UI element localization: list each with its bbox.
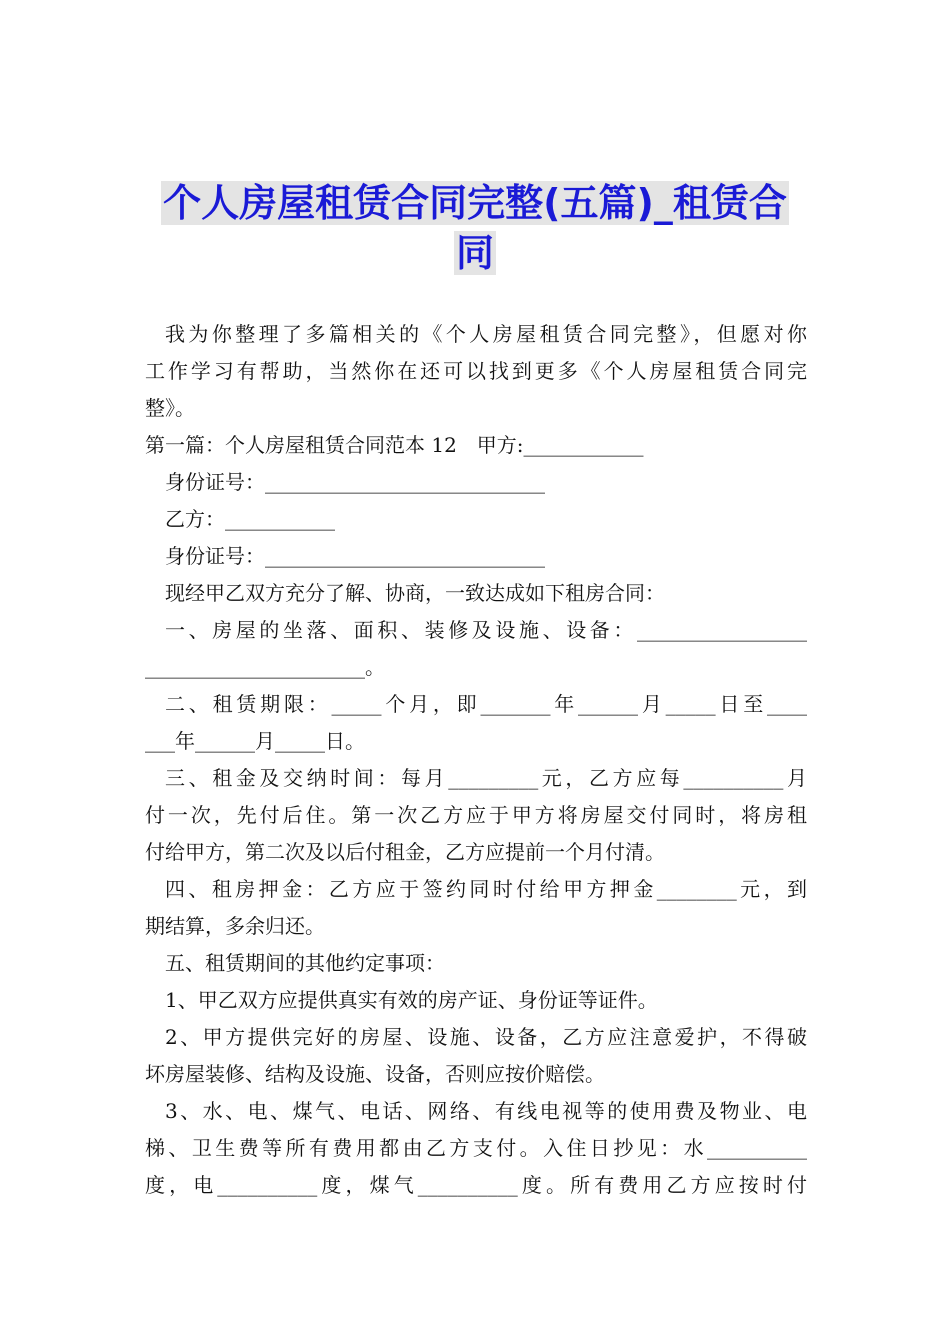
body-line: 现经甲乙双方充分了解、协商，一致达成如下租房合同：: [165, 581, 665, 605]
body-line: 付给甲方，第二次及以后付租金，乙方应提前一个月付清。: [145, 840, 665, 864]
body-line: 五、租赁期间的其他约定事项：: [165, 951, 445, 975]
body-line: ______________________。: [145, 655, 385, 679]
body-line: 度，电__________度，煤气__________度。所有费用乙方应按时付: [145, 1173, 807, 1197]
body-line: 四、租房押金：乙方应于签约同时付给甲方押金________元，到: [165, 877, 807, 901]
body-line: 工作学习有帮助，当然你在还可以找到更多《个人房屋租赁合同完: [145, 359, 807, 383]
document-body: [145, 316, 807, 1204]
body-line: 1、甲乙双方应提供真实有效的房产证、身份证等证件。: [165, 988, 658, 1012]
body-line: 二、租赁期限：_____个月，即_______年______月_____日至____: [165, 692, 807, 716]
body-line: 付一次，先付后住。第一次乙方应于甲方将房屋交付同时，将房租: [145, 803, 807, 827]
document-title: [0, 178, 950, 278]
body-line: 我为你整理了多篇相关的《个人房屋租赁合同完整》，但愿对你: [165, 322, 807, 346]
body-line: 第一篇：个人房屋租赁合同范本 12 甲方:____________: [145, 433, 644, 457]
body-line: 整》。: [145, 396, 195, 420]
body-line: 身份证号：____________________________: [165, 470, 545, 494]
title-line-2: 同: [455, 231, 494, 275]
body-line: 梯、卫生费等所有费用都由乙方支付。入住日抄见：水__________: [145, 1136, 807, 1160]
body-line: 乙方：___________: [165, 507, 335, 531]
body-line: 3、水、电、煤气、电话、网络、有线电视等的使用费及物业、电: [165, 1099, 807, 1123]
body-line: 一、房屋的坐落、面积、装修及设施、设备：_________________: [165, 618, 807, 642]
body-line: 三、租金及交纳时间：每月_________元，乙方应每__________月: [165, 766, 807, 790]
body-line: 2、甲方提供完好的房屋、设施、设备，乙方应注意爱护，不得破: [165, 1025, 807, 1049]
body-line: 期结算，多余归还。: [145, 914, 325, 938]
title-line-1: 个人房屋租赁合同完整(五篇)_租赁合: [163, 181, 787, 225]
body-line: 坏房屋装修、结构及设施、设备，否则应按价赔偿。: [145, 1062, 605, 1086]
body-line: 身份证号：____________________________: [165, 544, 545, 568]
body-line: ___年______月_____日。: [145, 729, 365, 753]
